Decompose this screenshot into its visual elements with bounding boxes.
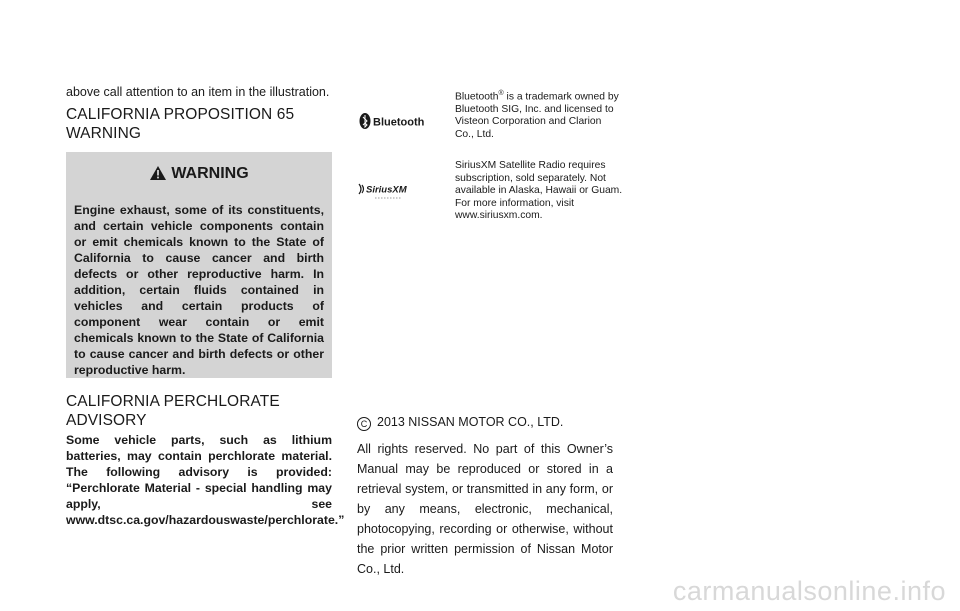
copyright-icon: C xyxy=(357,417,371,431)
bluetooth-logo-text: Bluetooth xyxy=(373,116,425,129)
siriusxm-description: SiriusXM Satellite Radio requires subscription, sold separately. Not available in Alaska, Hawaii or Guam. For more information, visit www.siriusxm.com. xyxy=(455,160,623,221)
warning-box xyxy=(66,152,332,378)
warning-body: Engine exhaust, some of its constituents, and certain vehicle components contain or emit chemicals known to the State of California to cause cancer and birth defects or other reproductive harm. In addition, certain fluids contained in vehicles and certain products of component wear contain or emit chemicals known to the State of California to cause cancer and birth defects or other reproductive harm. xyxy=(74,203,324,377)
bluetooth-logo xyxy=(357,106,437,136)
siriusxm-logo xyxy=(357,174,437,204)
warning-icon xyxy=(149,165,167,181)
left-column xyxy=(66,84,345,527)
watermark: carmanualsonline.info xyxy=(672,576,946,606)
intro-text: above call attention to an item in the illustration. xyxy=(66,85,330,99)
copyright-line xyxy=(357,414,563,431)
copyright-text: 2013 NISSAN MOTOR CO., LTD. xyxy=(377,415,564,429)
rights-paragraph: All rights reserved. No part of this Owner’s Manual may be reproduced or stored in a retrieval system, or transmitted in any form, or by any means, electronic, mechanical, photocopying, recording or otherwise, without the prior written permission of Nissan Motor Co., Ltd. xyxy=(357,442,613,576)
perchlorate-body: Some vehicle parts, such as lithium batteries, may contain perchlorate material. The following advisory is provided: “Perchlorate Material - special handling may apply, see www.dtsc.ca.gov/hazardouswaste/perchlorate.” xyxy=(66,433,345,527)
bluetooth-description: Bluetooth® is a trademark owned by Bluetooth SIG, Inc. and licensed to Visteon Corporation and Clarion Co., Ltd. xyxy=(455,90,619,140)
siriusxm-logo-text: SiriusXM xyxy=(366,184,407,196)
warning-title-text: WARNING xyxy=(171,165,249,182)
warning-title xyxy=(66,164,332,184)
prop65-heading: CALIFORNIA PROPOSITION 65 WARNING xyxy=(66,106,295,142)
perchlorate-heading: CALIFORNIA PERCHLORATE ADVISORY xyxy=(66,393,280,429)
